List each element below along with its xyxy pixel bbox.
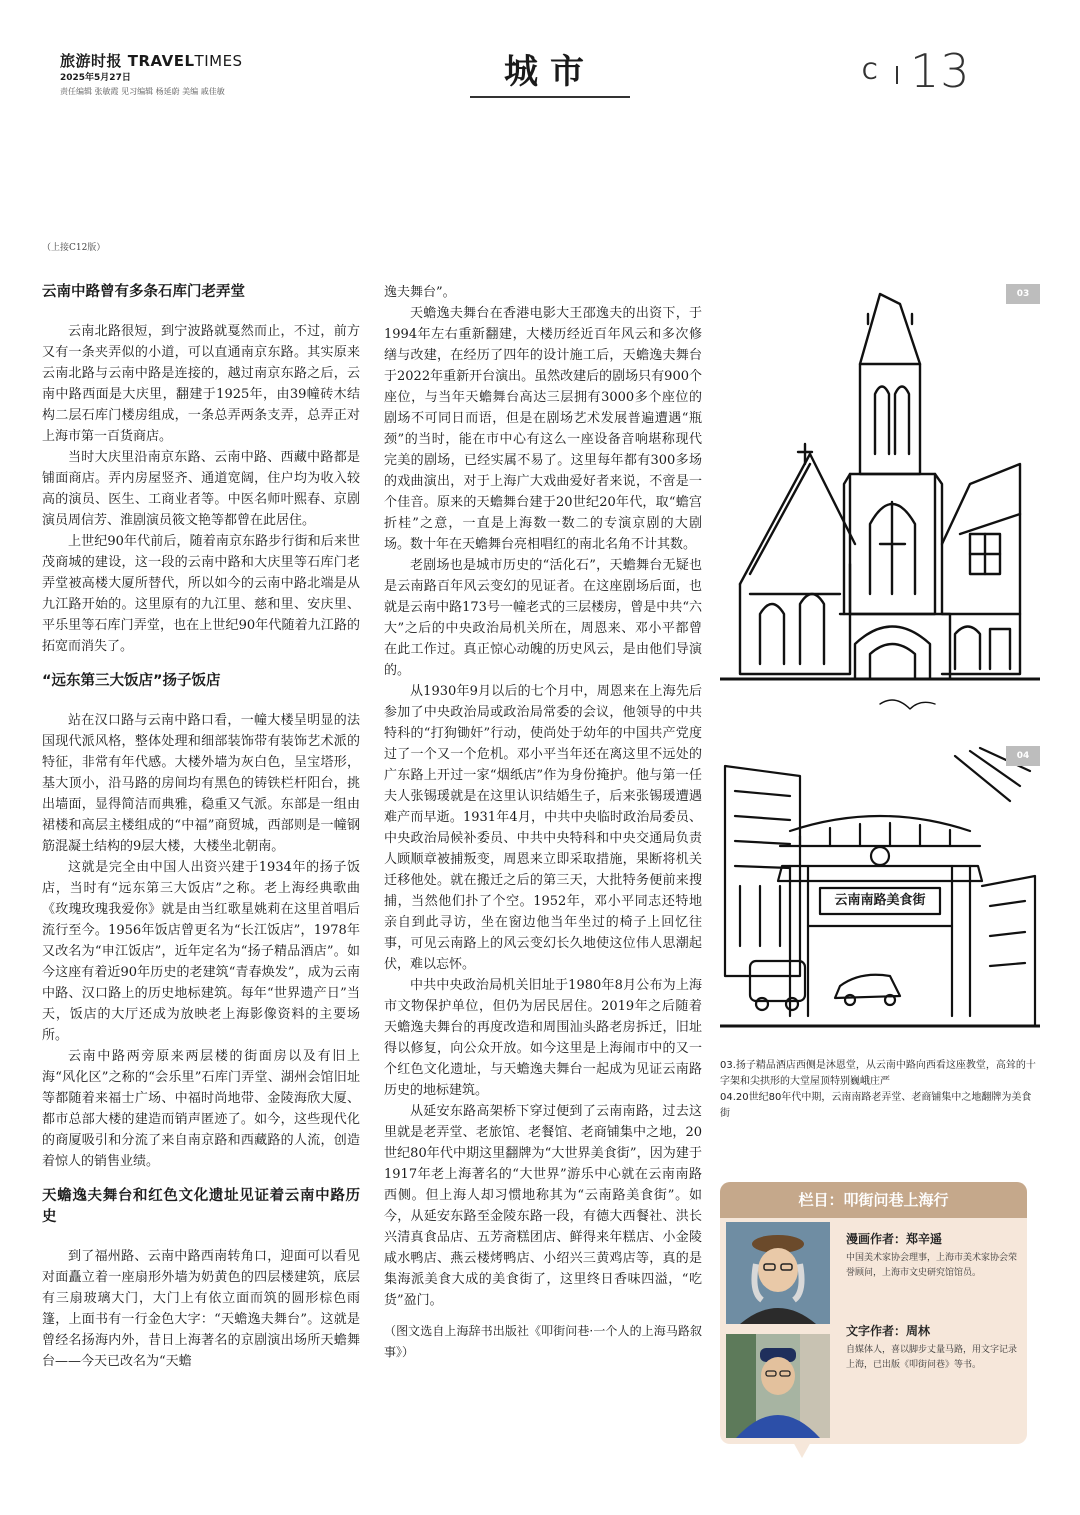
paragraph: 站在汉口路与云南中路口看，一幢大楼呈明显的法国现代派风格，整体处理和细部装饰带有装饰艺术派的特征，非常有年代感。大楼外墙为灰白色，呈宝塔形，基大顶小，沿马路的房间均有黑色的铸铁栏杆阳台，挑出墙面，显得简洁而典雅，稳重又气派。东部是一组由裙楼和高层主楼组成的“中福”商贸城，西部则是一幢钢筋混凝土结构的9层大楼，大楼坐北朝南。 [42,713,360,854]
page-number: 13 [910,44,971,98]
food-street-illustration [720,746,1040,1046]
column-box-header: 栏目：叩街问巷上海行 [720,1182,1027,1218]
paragraph: 上世纪90年代前后，随着南京东路步行街和后来世茂商城的建设，这一段的云南中路和大庆里等石库门老弄堂被高楼大厦所替代，所以如今的云南中路北端是从九江路开始的。这里原有的九江里、慈和里、安庆里、平乐里等石库门弄堂，也在上世纪90年代随着九江路的拓宽而消失了。 [42,534,360,654]
subheading-3: 天蟾逸夫舞台和红色文化遗址见证着云南中路历史 [42,1188,360,1225]
section-rule [470,96,630,98]
subheading-2: “远东第三大饭店”扬子饭店 [42,673,221,689]
church-illustration [720,284,1040,734]
paragraph: 云南中路两旁原来两层楼的街面房以及有旧上海“风化区”之称的“会乐里”石库门弄堂、湖州会馆旧址等都随着来福士广场、中福时尚地带、金陵海欣大厦、都市总部大楼的建造而销声匿迹了。如今，这些现代化的商厦吸引和分流了来自南京路和西藏路的人流，创造着惊人的销售业绩。 [42,1049,360,1169]
paragraph: 天蟾逸夫舞台在香港电影大王邵逸夫的出资下，于1994年左右重新翻建，大楼历经近百年风云和多次修缮与改建，在经历了四年的设计施工后，天蟾逸夫舞台于2022年重新开台演出。虽然改建后的剧场只有900个座位，与当年天蟾舞台高达三层拥有3000多个座位的剧场不可同日而语，但是在剧场艺术发展普遍遭遇“瓶颈”的当时，能在市中心有这么一座设备音响堪称现代完美的剧场，已经实属不易了。这里每年都有300多场的戏曲演出，对于上海广大戏曲爱好者来说，不啻是一个佳音。原来的天蟾舞台建于20世纪20年代，取“蟾宫折桂”之意，一直是上海数一数二的专演京剧的大剧场。数十年在天蟾舞台亮相唱红的南北名角不计其数。 [384,306,702,552]
subheading-1: 云南中路曾有多条石库门老弄堂 [42,284,245,300]
paragraph: 当时大庆里沿南京东路、云南中路、西藏中路都是铺面商店。弄内房屋竖齐、通道宽阔，住户均为收入较高的演员、医生、工商业者等。中医名师叶熙春、京剧演员周信芳、淮剧演员筱文艳等都曾在此居住。 [42,450,360,528]
source-credit: （图文选自上海辞书出版社《叩街问巷·一个人的上海马路叙事》） [384,1324,702,1359]
continued-note: （上接C12版） [42,243,106,253]
page-letter: C [862,60,878,85]
paragraph: 从延安东路高架桥下穿过便到了云南南路，过去这里就是老弄堂、老旅馆、老餐馆、老商铺集中之地，20世纪80年代中期这里翻牌为“大世界美食街”，因为建于1917年老上海著名的“大世界”游乐中心就在云南南路西侧。但上海人却习惯地称其为“云南路美食街”。如今，从延安东路至金陵东路一段，有德大西餐社、洪长兴清真食品店、五芳斋糕团店、鲜得来年糕店、小金陵咸水鸭店、燕云楼烤鸭店、小绍兴三黄鸡店等，真的是集海派美食大成的美食街了，这里终日香味四溢，“吃货”盈门。 [384,1104,702,1308]
section-title: 城市 [504,52,596,92]
caption-04: 04.20世纪80年代中期，云南南路老弄堂、老商铺集中之地翻牌为美食街 [720,1092,1032,1119]
writer-bio [846,1322,1018,1373]
paragraph: 到了福州路、云南中路西南转角口，迎面可以看见对面矗立着一座扇形外墙为奶黄色的四层楼建筑，底层有三扇玻璃大门，大门上有依立面而筑的圆形棕色雨篷，上面书有一行金色大字：“天蟾逸夫舞台”。这就是曾经名扬海内外，昔日上海著名的京剧演出场所天蟾舞台——今天已改名为“天蟾 [42,1249,360,1369]
illustrator-desc: 中国美术家协会理事，上海市美术家协会荣誉顾问，上海市文史研究馆馆员。 [846,1253,1018,1278]
figure-tag-03: 03 [1006,284,1040,304]
writer-name: 文字作者：周林 [846,1324,931,1338]
illustrator-photo [726,1222,830,1324]
page-divider [896,66,898,84]
paragraph: 云南北路很短，到宁波路就戛然而止，不过，前方又有一条夹弄似的小道，可以直通南京东路。其实原来云南北路与云南中路是连接的，越过南京东路之后，云南中路西面是大庆里，翻建于1925年，由39幢砖木结构二层石库门楼房组成，一条总弄两条支弄，总弄正对上海市第一百货商店。 [42,324,360,444]
paragraph: 逸夫舞台”。 [384,285,456,300]
newspaper-brand [60,50,243,71]
article-column-2 [384,282,702,1363]
article-column-1 [42,282,360,1372]
caption-03: 03.扬子精品酒店西侧是沐恩堂，从云南中路向西看这座教堂，高耸的十字架和尖拱形的大堂屋顶特别巍峨庄严 [720,1060,1036,1087]
issue-date: 2025年5月27日 [60,73,131,83]
brand-en-bold: TRAVEL [127,52,195,70]
paragraph: 这就是完全由中国人出资兴建于1934年的扬子饭店，当时有“远东第三大饭店”之称。老上海经典歌曲《玫瑰玫瑰我爱你》就是由当红歌星姚莉在这里首唱后流行至今。1956年饭店曾更名为“长江饭店”，1978年又改名为“申江饭店”，近年定名为“扬子精品酒店”。如今这座有着近90年历史的老建筑“青春焕发”，成为云南中路、汉口路上的历史地标建筑。每年“世界遗产日”当天，饭店的大厅还成为放映老上海影像资料的主要场所。 [42,860,360,1043]
brand-cn: 旅游时报 [60,52,123,70]
writer-photo [726,1334,830,1438]
brand-en-light: TIMES [194,52,243,70]
box-pointer [792,1440,812,1458]
illustrator-bio [846,1230,1018,1281]
editor-credits: 责任编辑 张敏霞 见习编辑 杨延蔚 美编 戚佳敏 [60,87,225,96]
figure-captions [720,1058,1040,1122]
arch-sign-text: 云南南路美食街 [834,893,926,908]
illustrator-name: 漫画作者：郑辛遥 [846,1232,943,1246]
writer-desc: 自媒体人，喜以脚步丈量马路，用文字记录上海，已出版《叩街问巷》等书。 [846,1345,1018,1370]
paragraph: 老剧场也是城市历史的“活化石”，天蟾舞台无疑也是云南路百年风云变幻的见证者。在这座剧场后面，也就是云南中路173号一幢老式的三层楼房，曾是中共“六大”之后的中央政治局机关所在，周恩来、邓小平都曾在此工作过。真正惊心动魄的历史风云，是由他们导演的。 [384,558,702,678]
paragraph: 中共中央政治局机关旧址于1980年8月公布为上海市文物保护单位，但仍为居民居住。2019年之后随着天蟾逸夫舞台的再度改造和周围汕头路老房拆迁，旧址得以修复，向公众开放。如今这里是上海闹市中的又一个红色文化遗址，与天蟾逸夫舞台一起成为见证云南路历史的地标建筑。 [384,978,702,1098]
paragraph: 从1930年9月以后的七个月中，周恩来在上海先后参加了中央政治局或政治局常委的会议，他领导的中共特科的“打狗锄奸”行动，使尚处于幼年的中国共产党度过了一个又一个危机。邓小平当年还在离这里不远处的广东路上开过一家“烟纸店”作为身份掩护。他与第一任夫人张锡瑗就是在这里认识结婚生子，后来张锡瑗遭遇难产而早逝。1931年4月，中共中央临时政治局委员、中央政治局候补委员、中共中央特科和中央交通局负责人顾顺章被捕叛变，周恩来立即采取措施，果断将机关迁移他处。就在搬迁之后的第三天，大批特务便前来搜捕，当然他们扑了个空。1952年，邓小平同志还特地亲自到此寻访，坐在窗边他当年坐过的椅子上回忆往事，可见云南路上的风云变幻长久地使这位伟人思潮起伏，难以忘怀。 [384,684,702,972]
figure-tag-04: 04 [1006,746,1040,766]
